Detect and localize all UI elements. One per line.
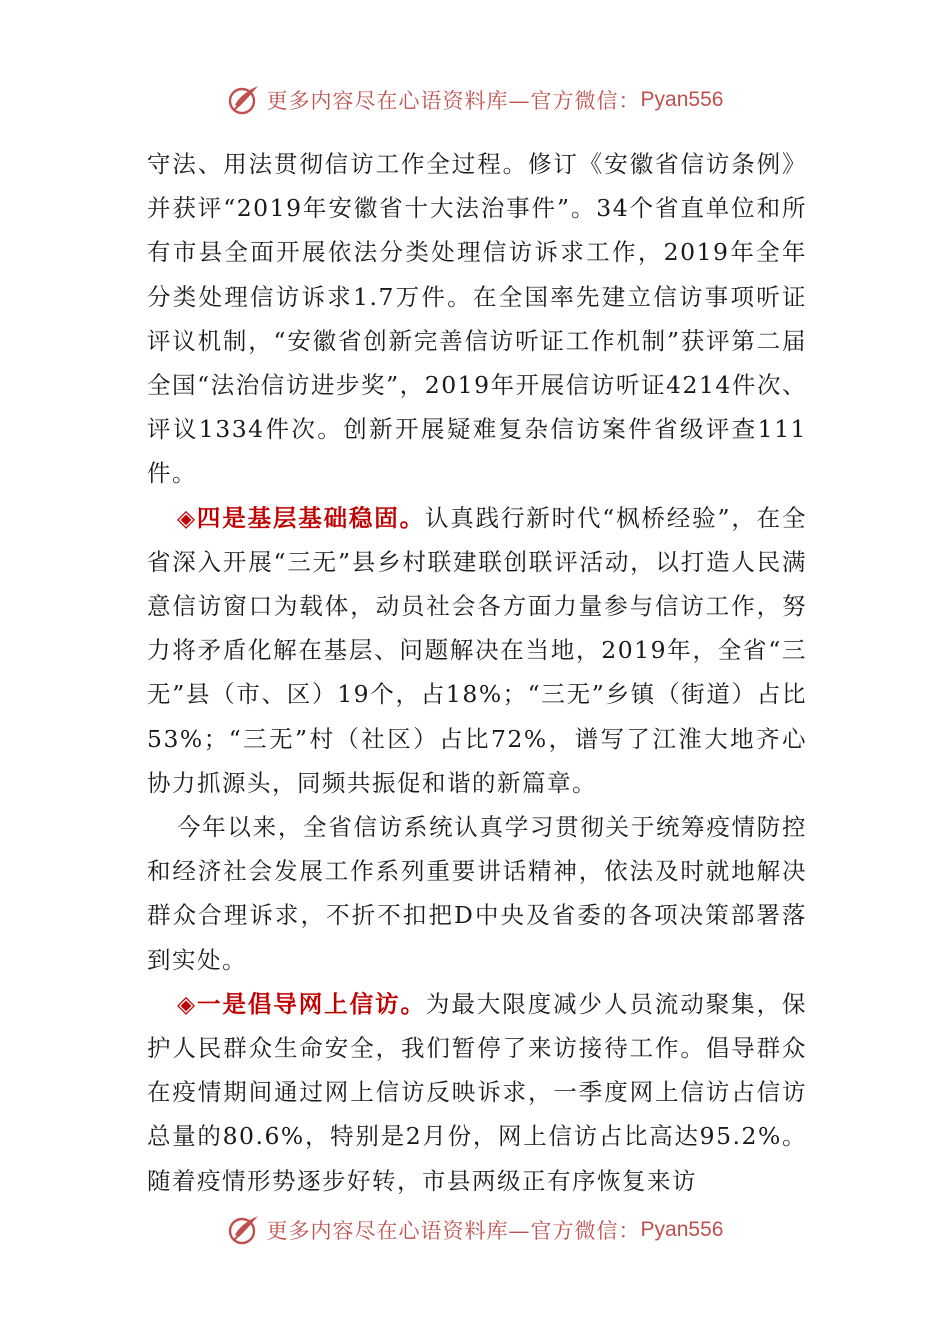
paragraph-1-text: 守法、用法贯彻信访工作全过程。修订《安徽省信访条例》并获评“2019年安徽省十大法治事件”。34个省直单位和所有市县全面开展依法分类处理信访诉求工作，2019年全年分类处理信访诉求1.7万件。在全国率先建立信访事项听证评议机制，“安徽省创新完善信访听证工作机制”获评第二届全国“法治信访进步奖”，2019年开展信访听证4214件次、评议1334件次。创新开展疑难复杂信访案件省级评查111件。 — [147, 150, 807, 488]
quill-logo-icon — [227, 83, 261, 117]
quill-logo-icon — [227, 1213, 261, 1247]
paragraph-1 — [147, 142, 807, 496]
section-heading-online-petition: 一是倡导网上信访。 — [196, 989, 426, 1018]
diamond-bullet-icon: ◈ — [177, 989, 197, 1018]
paragraph-3-text: 今年以来，全省信访系统认真学习贯彻关于统筹疫情防控和经济社会发展工作系列重要讲话精神，依法及时就地解决群众合理诉求，不折不扣把D中央及省委的各项决策部署落到实处。 — [147, 813, 807, 974]
diamond-bullet-icon: ◈ — [177, 503, 197, 532]
banner-wechat-id: Pyan556 — [640, 88, 724, 111]
header-banner — [0, 80, 950, 120]
banner-text: 更多内容尽在心语资料库—官方微信： — [266, 1219, 641, 1243]
section-heading-grassroots: 四是基层基础稳固。 — [196, 503, 425, 532]
paragraph-2-text: 认真践行新时代“枫桥经验”，在全省深入开展“三无”县乡村联建联创联评活动，以打造人民满意信访窗口为载体，动员社会各方面力量参与信访工作，努力将矛盾化解在基层、问题解决在当地，2019年，全省“三无”县（市、区）19个，占18%；“三无”乡镇（街道）占比53%；“三无”村（社区）占比72%，谱写了江淮大地齐心协力抓源头，同频共振促和谐的新篇章。 — [147, 503, 807, 797]
footer-banner — [0, 1210, 950, 1250]
document-body — [147, 142, 807, 1203]
paragraph-4-text: 为最大限度减少人员流动聚集，保护人民群众生命安全，我们暂停了来访接待工作。倡导群众在疫情期间通过网上信访反映诉求，一季度网上信访占信访总量的80.6%，特别是2月份，网上信访占比高达95.2%。随着疫情形势逐步好转，市县两级正有序恢复来访 — [147, 989, 808, 1195]
banner-wechat-id: Pyan556 — [640, 1218, 724, 1241]
paragraph-4 — [147, 982, 807, 1203]
banner-text: 更多内容尽在心语资料库—官方微信： — [266, 89, 641, 113]
paragraph-2 — [147, 496, 807, 805]
paragraph-3 — [147, 805, 807, 982]
